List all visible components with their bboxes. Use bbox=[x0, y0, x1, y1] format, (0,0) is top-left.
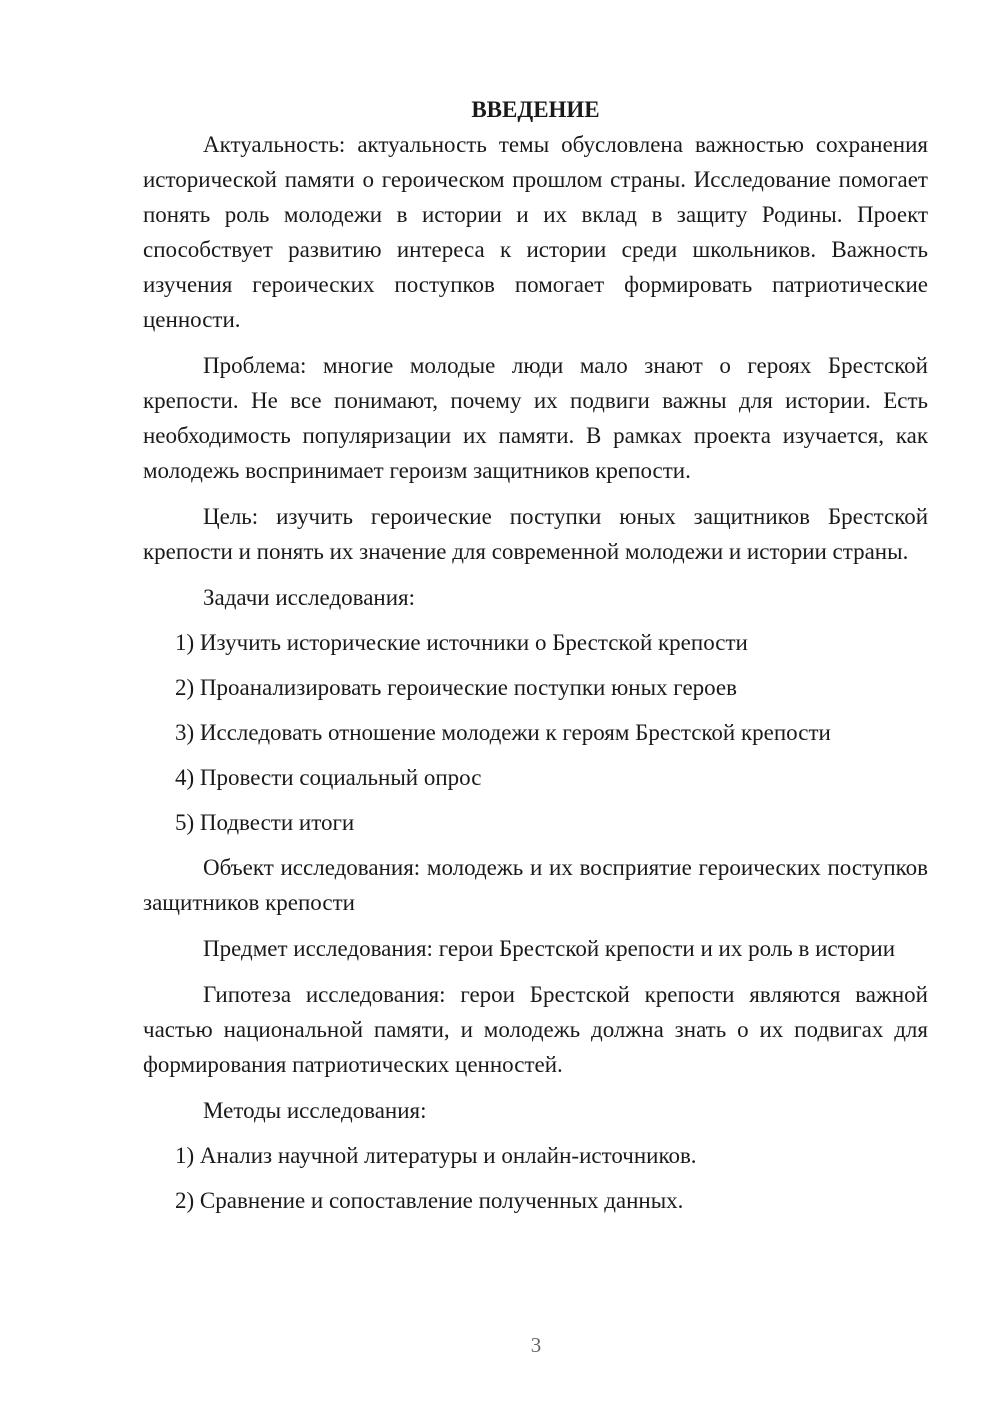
methods-heading: Методы исследования: bbox=[203, 1098, 427, 1123]
tasks-heading: Задачи исследования: bbox=[203, 585, 416, 610]
relevance-paragraph: Актуальность: актуальность темы обусловлена важностью сохранения исторической памяти о героическом прошлом страны. Исследование помогает понять роль молодежи в истории и их вклад в защиту Родины. Проект способствует развитию интереса к истории среди школьников. Важность изучения героических поступков помогает формировать патриотические ценности. bbox=[143, 132, 928, 332]
list-item: 2) Проанализировать героические поступки юных героев bbox=[175, 675, 737, 700]
document-page bbox=[143, 92, 928, 1228]
list-item: 5) Подвести итоги bbox=[175, 810, 355, 835]
list-item: 3) Исследовать отношение молодежи к героям Брестской крепости bbox=[175, 720, 831, 745]
list-item: 1) Анализ научной литературы и онлайн-источников. bbox=[175, 1143, 697, 1168]
list-item: 1) Изучить исторические источники о Брестской крепости bbox=[175, 630, 748, 655]
section-title: ВВЕДЕНИЕ bbox=[471, 97, 600, 122]
problem-paragraph: Проблема: многие молодые люди мало знают о героях Брестской крепости. Не все понимают, почему их подвиги важны для истории. Есть необходимость популяризации их памяти. В рамках проекта изучается, как молодежь воспринимает героизм защитников крепости. bbox=[143, 353, 928, 483]
object-paragraph: Объект исследования: молодежь и их восприятие героических поступков защитников крепости bbox=[143, 855, 928, 915]
methods-list bbox=[143, 1138, 928, 1218]
list-item: 2) Сравнение и сопоставление полученных данных. bbox=[175, 1188, 684, 1213]
list-item: 4) Провести социальный опрос bbox=[175, 765, 482, 790]
hypothesis-paragraph: Гипотеза исследования: герои Брестской крепости являются важной частью национальной памяти, и молодежь должна знать о их подвигах для формирования патриотических ценностей. bbox=[143, 982, 928, 1077]
tasks-list bbox=[143, 625, 928, 840]
page-number: 3 bbox=[530, 1333, 542, 1357]
goal-paragraph: Цель: изучить героические поступки юных защитников Брестской крепости и понять их значение для современной молодежи и истории страны. bbox=[143, 504, 928, 564]
subject-paragraph: Предмет исследования: герои Брестской крепости и их роль в истории bbox=[203, 936, 895, 961]
